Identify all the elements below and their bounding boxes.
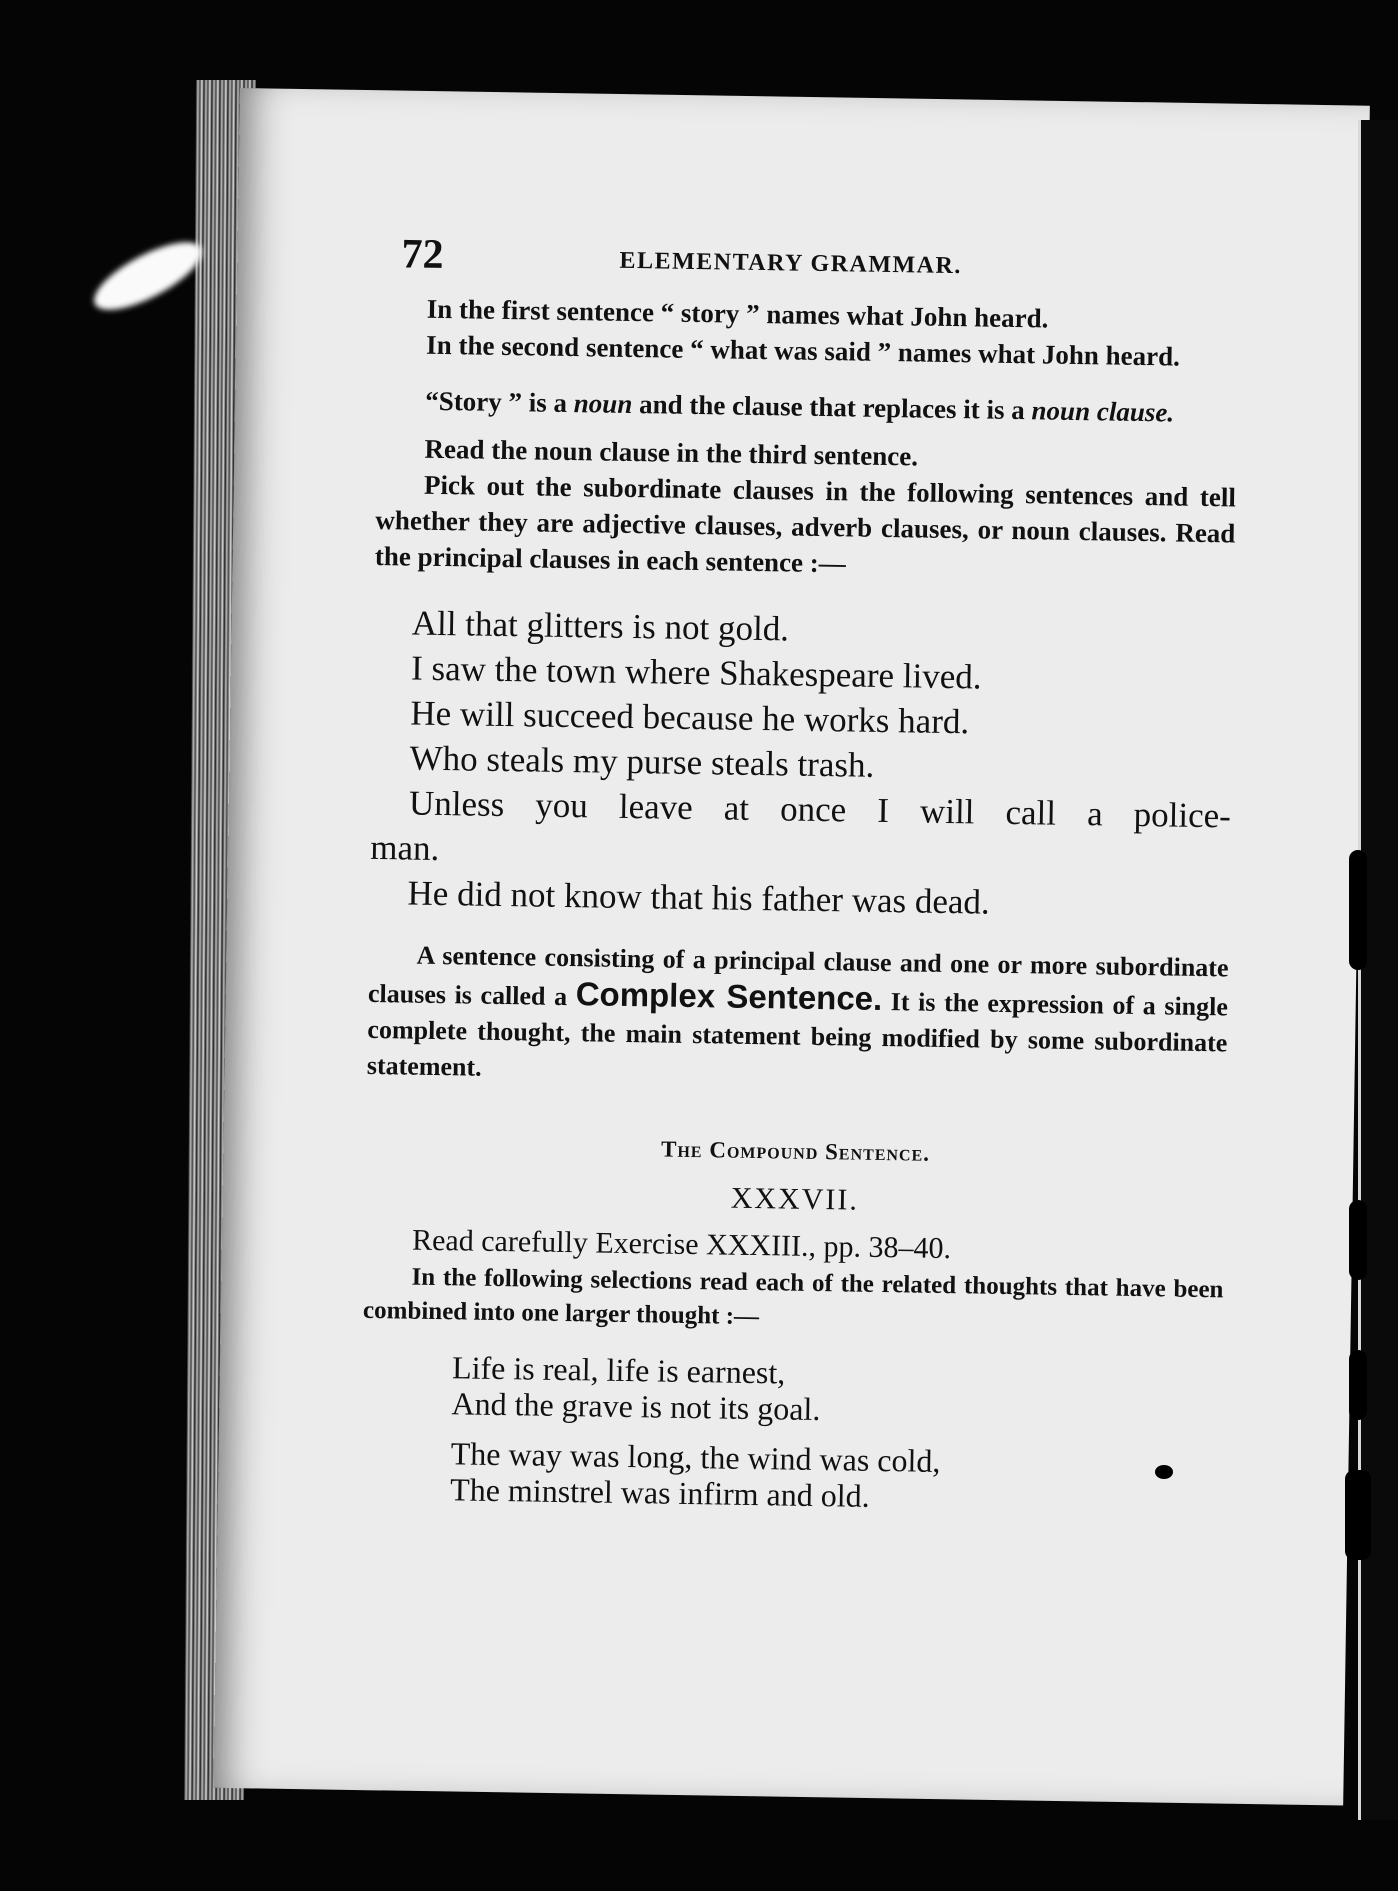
paragraph-second-sentence: In the second sentence “ what was said ” names what John heard. bbox=[425, 329, 1181, 372]
poem-line: And the grave is not its goal. bbox=[451, 1385, 821, 1428]
ink-mark bbox=[1349, 850, 1367, 970]
example-sentence: He did not know that his father was dead. bbox=[407, 873, 991, 922]
example-sentence: Who steals my purse steals trash. bbox=[409, 738, 875, 785]
poem-selections bbox=[360, 1348, 1222, 1519]
exercise-instruction: Read carefully Exercise XXXIII., pp. 38–40. bbox=[411, 1223, 952, 1266]
exercise-number: XXXVII. bbox=[730, 1181, 860, 1217]
example-sentence: He will succeed because he works hard. bbox=[410, 693, 970, 742]
poem-line: Life is real, life is earnest, bbox=[451, 1349, 786, 1391]
example-sentence: I saw the town where Shakespeare lived. bbox=[410, 648, 982, 697]
text-fragment: A sentence consisting of a principal clause and one or more subordinate clauses is called a bbox=[367, 940, 1229, 1012]
example-sentence: All that glitters is not gold. bbox=[411, 603, 790, 649]
exercise-instruction: In the following selections read each of the related thoughts that have been combined into one larger thought :— bbox=[362, 1263, 1224, 1331]
text-fragment: It is the expression of a single complete thought, the main statement being modified by some subordinate statement. bbox=[366, 986, 1229, 1082]
section-heading: The Compound Sentence. bbox=[660, 1136, 931, 1166]
paragraph-first-sentence: In the first sentence “ story ” names what John heard. bbox=[426, 293, 1049, 334]
ink-mark bbox=[1349, 1350, 1367, 1420]
paragraph-exercise-instructions: Pick out the subordinate clauses in the following sentences and tell whether they are adjective clauses, adverb clauses, or noun clauses. Read the principal clauses in each sentence :— bbox=[374, 469, 1237, 579]
defined-term: Complex Sentence. bbox=[575, 975, 883, 1017]
text-fragment: “Story ” is a bbox=[425, 385, 575, 419]
page-text bbox=[360, 230, 1240, 1533]
example-sentences bbox=[369, 600, 1234, 928]
page-number: 72 bbox=[401, 231, 444, 278]
italic-noun: noun bbox=[573, 388, 633, 419]
example-sentence-continuation: man. bbox=[369, 827, 440, 869]
light-glare bbox=[85, 229, 211, 322]
complex-sentence-definition bbox=[367, 937, 1229, 1097]
poem-stanza bbox=[450, 1435, 1221, 1519]
ink-speck bbox=[1155, 1465, 1173, 1479]
poem-line: The minstrel was infirm and old. bbox=[449, 1471, 870, 1514]
facing-page-edge bbox=[1358, 120, 1398, 1820]
poem-line: The way was long, the wind was cold, bbox=[450, 1435, 941, 1479]
paragraph-noun-clause-explanation bbox=[377, 382, 1237, 432]
example-sentence: Unless you leave at once I will call a police- bbox=[408, 783, 1232, 836]
ink-mark bbox=[1349, 1200, 1367, 1280]
poem-stanza bbox=[451, 1349, 1222, 1433]
ink-mark bbox=[1345, 1470, 1371, 1560]
italic-noun-clause: noun clause. bbox=[1031, 395, 1175, 428]
text-fragment: and the clause that replaces it is a bbox=[632, 388, 1032, 426]
running-title: ELEMENTARY GRAMMAR. bbox=[619, 247, 963, 280]
paragraph-read-noun-clause: Read the noun clause in the third sentence. bbox=[424, 433, 919, 472]
